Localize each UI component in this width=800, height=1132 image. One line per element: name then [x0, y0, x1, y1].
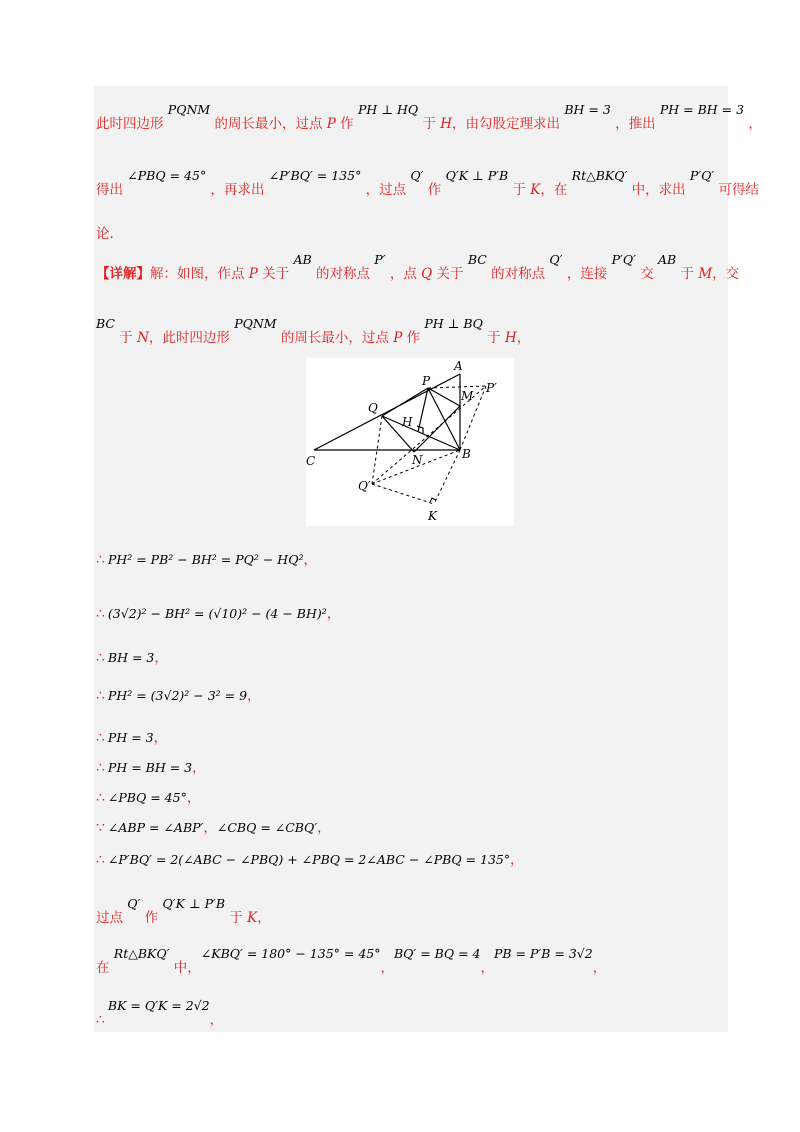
math-expression: PH = BH = 3: [659, 102, 745, 117]
math-expression: AB: [658, 252, 677, 267]
step-8: [96, 816, 331, 836]
text-run: ，: [203, 820, 217, 836]
text-run: ，推出: [610, 116, 660, 132]
text-run: ，交: [712, 266, 740, 282]
step-4: [96, 684, 261, 704]
section-label: 【详解】: [96, 266, 150, 282]
intro-line-3: [96, 222, 123, 242]
label-M: M: [461, 389, 474, 403]
math-expression: Rt△BKQ′: [571, 168, 628, 183]
text-run: 得出: [96, 182, 128, 198]
text-run: 于: [482, 330, 505, 346]
label-N: N: [412, 453, 423, 467]
detail-line-2: [96, 316, 531, 346]
text-run: P: [326, 116, 336, 132]
text-run: ，点: [385, 266, 422, 282]
math-expression: Rt△BKQ′: [113, 946, 170, 961]
intro-line-1: [96, 102, 762, 132]
text-run: ，再求出: [206, 182, 269, 198]
math-expression: Q′: [410, 168, 424, 183]
segment-Q-prime-K: [372, 484, 434, 504]
math-expression: ∠ABP = ∠ABP′: [107, 820, 204, 835]
text-run: ，: [510, 852, 524, 868]
math-expression: BK = Q′K = 2√2: [107, 998, 210, 1013]
math-expression: Q′: [549, 252, 563, 267]
detail-line-1: [96, 252, 740, 282]
math-expression: AB: [293, 252, 312, 267]
text-run: ，: [516, 330, 531, 346]
math-expression: ∠P′BQ′ = 2(∠ABC − ∠PBQ) + ∠PBQ = 2∠ABC − ∠PBQ = 135°: [107, 852, 511, 867]
tail-line-3: [96, 998, 224, 1028]
tail-line-2: [96, 946, 607, 976]
math-expression: BQ′ = BQ = 4: [393, 946, 481, 961]
text-run: 在: [96, 960, 114, 976]
label-H: H: [402, 415, 413, 429]
segment-NM: [414, 406, 460, 452]
step-6: [96, 756, 206, 776]
text-run: ，: [303, 552, 317, 568]
text-run: M: [698, 266, 713, 282]
step-5: [96, 726, 167, 746]
math-expression: ∠KBQ′ = 180° − 135° = 45°: [200, 946, 381, 961]
text-run: 中，求出: [627, 182, 690, 198]
text-run: N: [137, 330, 149, 346]
text-run: 的对称点: [486, 266, 550, 282]
therefore-symbol: ∴: [96, 730, 105, 746]
math-expression: BH = 3: [564, 102, 611, 117]
step-3: [96, 646, 168, 666]
text-run: 于: [114, 330, 138, 346]
text-run: 的周长最小，过点: [276, 330, 394, 346]
math-expression: PQNM: [167, 102, 211, 117]
segment-BK: [434, 450, 460, 504]
therefore-symbol: ∴: [96, 790, 105, 806]
math-expression: PH ⊥ BQ: [424, 316, 483, 331]
text-run: ，过点: [361, 182, 411, 198]
label-K: K: [428, 509, 437, 523]
text-run: ，: [380, 960, 394, 976]
text-run: ，: [153, 730, 168, 746]
text-run: 的周长最小，过点: [210, 116, 327, 132]
text-run: 论．: [96, 226, 123, 242]
text-run: ，此时四边形: [148, 330, 235, 346]
step-9: [96, 848, 524, 868]
math-expression: P′: [374, 252, 386, 267]
therefore-symbol: ∴: [96, 606, 105, 622]
text-run: ，: [154, 650, 168, 666]
text-run: 于: [508, 182, 531, 198]
text-run: ，连接: [562, 266, 612, 282]
math-expression: BC: [96, 316, 115, 331]
text-run: P: [393, 330, 403, 346]
math-expression: PH = BH = 3: [107, 760, 193, 775]
text-run: ，: [186, 790, 201, 806]
math-expression: PB = P′B = 3√2: [493, 946, 593, 961]
text-run: ，: [209, 1012, 224, 1028]
text-run: 于: [676, 266, 699, 282]
text-run: 中，: [169, 960, 201, 976]
math-expression: PH² = (3√2)² − 3² = 9: [107, 688, 248, 703]
text-run: 关于: [257, 266, 294, 282]
text-run: Q: [421, 266, 433, 282]
math-expression: P′Q′: [689, 168, 715, 183]
intro-line-2: [96, 168, 760, 198]
text-run: 过点: [96, 910, 128, 926]
math-expression: (3√2)² − BH² = (√10)² − (4 − BH)²: [107, 606, 327, 621]
text-run: ，: [257, 910, 271, 926]
text-run: 的对称点: [311, 266, 375, 282]
math-expression: PH = 3: [107, 730, 154, 745]
text-run: ，由勾股定理求出: [452, 116, 565, 132]
therefore-symbol: ∴: [96, 552, 105, 568]
text-run: 于: [418, 116, 441, 132]
label-P-prime: P′: [486, 381, 497, 395]
text-run: H: [440, 116, 453, 132]
text-run: K: [247, 910, 258, 926]
math-expression: PQNM: [234, 316, 277, 331]
text-run: H: [504, 330, 517, 346]
text-run: 作: [140, 910, 163, 926]
therefore-symbol: ∴: [96, 688, 105, 704]
text-run: 交: [635, 266, 659, 282]
math-expression: BC: [467, 252, 487, 267]
text-run: 作: [402, 330, 425, 346]
tail-line-1: [96, 896, 271, 926]
text-run: ，: [317, 820, 331, 836]
math-expression: PH² = PB² − BH² = PQ² − HQ²: [107, 552, 304, 567]
text-run: 作: [423, 182, 446, 198]
math-expression: Q′: [127, 896, 141, 911]
segment-CA: [314, 374, 460, 450]
text-run: ，: [326, 606, 341, 622]
label-P: P: [422, 374, 431, 388]
geometry-svg: [306, 358, 514, 526]
math-expression: Q′K ⊥ P′B: [445, 168, 509, 183]
therefore-symbol: ∵: [96, 820, 105, 836]
segment-QP: [382, 388, 428, 416]
step-2: [96, 602, 340, 622]
text-run: ，: [192, 760, 206, 776]
label-B: B: [462, 447, 471, 461]
therefore-symbol: ∴: [96, 650, 105, 666]
step-7: [96, 786, 200, 806]
text-run: 于: [225, 910, 248, 926]
text-run: ，: [247, 688, 261, 704]
text-run: ，: [744, 116, 762, 132]
text-run: K: [530, 182, 541, 198]
math-expression: ∠PBQ = 45°: [107, 790, 187, 805]
math-expression: BH = 3: [107, 650, 155, 665]
text-run: ，: [480, 960, 494, 976]
text-run: 关于: [432, 266, 468, 282]
label-A: A: [454, 359, 463, 373]
geometry-figure: [306, 358, 514, 526]
math-expression: PH ⊥ HQ: [357, 102, 419, 117]
label-Q-prime: Q′: [358, 479, 371, 493]
math-expression: Q′K ⊥ P′B: [162, 896, 226, 911]
therefore-symbol: ∴: [96, 1012, 105, 1028]
therefore-symbol: ∴: [96, 760, 105, 776]
math-expression: ∠P′BQ′ = 135°: [268, 168, 362, 183]
text-run: ，: [592, 960, 607, 976]
text-run: 作: [335, 116, 358, 132]
text-run: 解：如图，作点: [150, 266, 249, 282]
math-expression: ∠PBQ = 45°: [127, 168, 207, 183]
step-1: [96, 548, 317, 568]
text-run: 可得结: [714, 182, 760, 198]
label-Q: Q: [368, 401, 378, 415]
text-run: 此时四边形: [96, 116, 168, 132]
label-C: C: [306, 454, 316, 468]
math-expression: ∠CBQ = ∠CBQ′: [216, 820, 318, 835]
text-run: P: [248, 266, 258, 282]
math-expression: P′Q′: [611, 252, 636, 267]
therefore-symbol: ∴: [96, 852, 105, 868]
right-angle-K: [430, 498, 436, 502]
text-run: ，在: [540, 182, 572, 198]
